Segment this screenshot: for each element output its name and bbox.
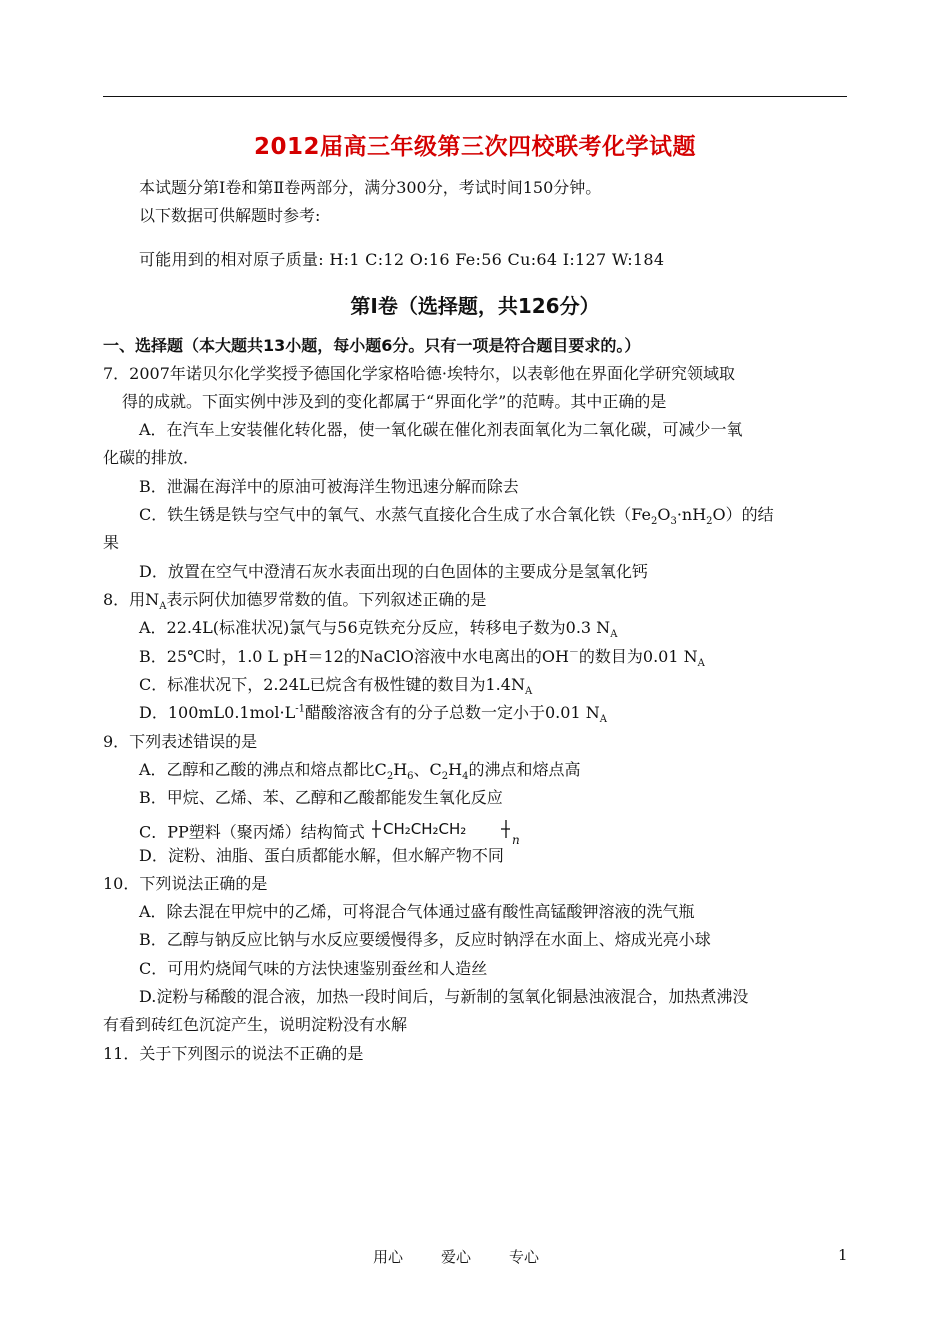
- polymer-n: n: [511, 833, 520, 847]
- section-instruction: 一、选择题（本大题共13小题，每小题6分。只有一项是符合题目要求的。）: [103, 336, 641, 355]
- page-number: 1: [838, 1246, 848, 1264]
- q8-option-b: B．25℃时，1.0 L pH＝12的NaClO溶液中水电离出的OH－的数目为0.01 $N_A$: [139, 647, 705, 670]
- q7-option-a-line-2: 化碳的排放．: [103, 448, 200, 467]
- q7-option-c-line-2: 果: [103, 533, 120, 552]
- polymer-repeat-unit: CH₂CH₂CH₂: [382, 820, 467, 838]
- footer-motto-3: 专心: [509, 1248, 540, 1266]
- section-heading: 第Ⅰ卷（选择题，共126分）: [350, 294, 600, 318]
- q10-option-b: B．乙醇与钠反应比钠与水反应要缓慢得多，反应时钠浮在水面上、熔成光亮小球: [139, 930, 711, 949]
- q9-option-d: D．淀粉、油脂、蛋白质都能水解，但水解产物不同: [139, 846, 504, 865]
- intro-line-1: 本试题分第Ⅰ卷和第Ⅱ卷两部分，满分300分，考试时间150分钟。: [139, 178, 602, 197]
- q10-option-c: C．可用灼烧闻气味的方法快速鉴别蚕丝和人造丝: [139, 959, 488, 978]
- q7-option-b: B．泄漏在海洋中的原油可被海洋生物迅速分解而除去: [139, 477, 519, 496]
- q8-option-d: D．$100mL0.1mol\cdot L^{-1}$醋酸溶液含有的分子总数一定小于0.01 $N_A$: [139, 703, 607, 726]
- q9-option-a: A．乙醇和乙酸的沸点和熔点都比$C_2H_6$、$C_2H_4$的沸点和熔点高: [139, 760, 581, 783]
- header-rule: [103, 96, 847, 97]
- intro-line-2: 以下数据可供解题时参考:: [139, 206, 321, 225]
- polymer-formula: [370, 816, 530, 850]
- q7-option-a-line-1: A．在汽车上安装催化转化器，使一氧化碳在催化剂表面氧化为二氧化碳，可减少一氧: [139, 420, 743, 439]
- q10-stem: 10．下列说法正确的是: [103, 874, 268, 893]
- q10-option-a: A．除去混在甲烷中的乙烯，可将混合气体通过盛有酸性高锰酸钾溶液的洗气瓶: [139, 902, 695, 921]
- q7-stem-line-1: 7．2007年诺贝尔化学奖授予德国化学家格哈德·埃特尔，以表彰他在界面化学研究领域取: [103, 364, 735, 383]
- q9-option-c: C．PP塑料（聚丙烯）结构简式 CH₂CH₂CH₂ n: [139, 816, 530, 850]
- atomic-masses: 可能用到的相对原子质量: H:1 C:12 O:16 Fe:56 Cu:64 I:127 W:184: [139, 250, 665, 269]
- q9-option-b: B．甲烷、乙烯、苯、乙醇和乙酸都能发生氧化反应: [139, 788, 503, 807]
- exam-title: 2012届高三年级第三次四校联考化学试题: [253, 134, 696, 160]
- q8-option-a: A．22.4L(标准状况)氯气与56克铁充分反应，转移电子数为0.3 $N_A$: [139, 618, 618, 641]
- q7-option-c-line-1: C．铁生锈是铁与空气中的氧气、水蒸气直接化合生成了水合氧化铁$(Fe_2O_3\cdot nH_2O)$的结: [139, 505, 774, 528]
- q7-stem-line-2: 得的成就。下面实例中涉及到的变化都属于“界面化学”的范畴。其中正确的是: [122, 392, 667, 411]
- q10-option-d-line-2: 有看到砖红色沉淀产生，说明淀粉没有水解: [103, 1015, 408, 1034]
- q10-option-d-line-1: D.淀粉与稀酸的混合液，加热一段时间后，与新制的氢氧化铜悬浊液混合，加热煮沸没: [139, 987, 749, 1006]
- q8-stem: 8．用$N_A$表示阿伏加德罗常数的值。下列叙述正确的是: [103, 590, 487, 613]
- footer-motto-1: 用心: [373, 1248, 404, 1266]
- q7-option-d: D．放置在空气中澄清石灰水表面出现的白色固体的主要成分是氢氧化钙: [139, 562, 648, 581]
- q8-option-c: C．标准状况下，2.24L已烷含有极性键的数目为$1.4N_A$: [139, 675, 533, 698]
- footer-motto-2: 爱心: [441, 1248, 472, 1266]
- q9-stem: 9．下列表述错误的是: [103, 732, 258, 751]
- q11-stem: 11．关于下列图示的说法不正确的是: [103, 1044, 364, 1063]
